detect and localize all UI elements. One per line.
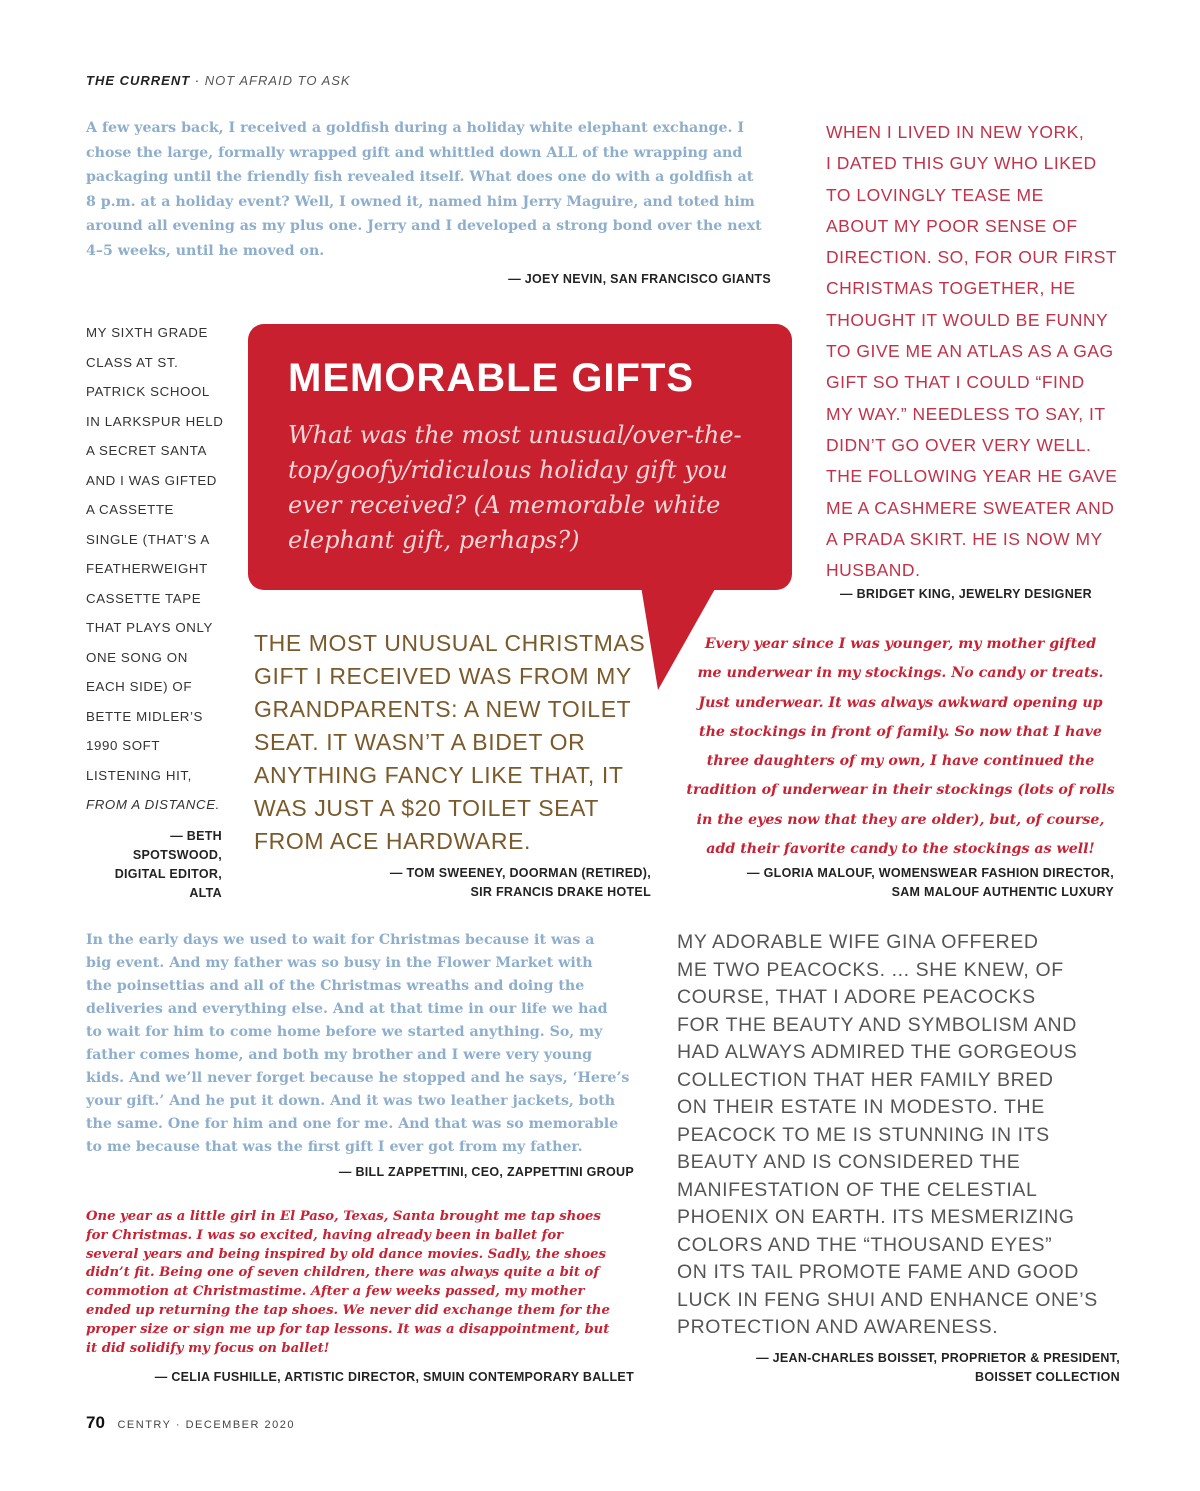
answer-celia-text: One year as a little girl in El Paso, Texas, Santa brought me tap shoes for Christmas. I was so excited, having already been in ballet for several years and being inspired by old dance movies. Sadly, the shoes didn’t fit. Being one of seven children, there was always quite a bit of commotion at Christmastime. After a few weeks passed, my mother ended up returning the tap shoes. We never did exchange them for the proper size or sign me up for tap lessons. It was a disappointment, but it did solidify my focus on ballet! — [86, 1209, 610, 1356]
page-number: 70 — [86, 1413, 105, 1432]
footer-separator: · — [175, 1419, 182, 1431]
answer-beth-text — [86, 318, 236, 820]
answer-gloria-text: Every year since I was younger, my mother gifted me underwear in my stockings. No candy or treats. Just underwear. It was always awkward opening up the stockings in front of family. So now that I have three daughters of my own, I have continued the tradition of underwear in their stockings (lots of rolls in the eyes now that they are older), but, of course, add their favorite candy to the stockings as well! — [686, 636, 1115, 858]
answer-tom-text: THE MOST UNUSUAL CHRISTMAS GIFT I RECEIVED WAS FROM MY GRANDPARENTS: A NEW TOILET SEAT. IT WASN’T A BIDET OR ANYTHING FANCY LIKE THAT, IT WAS JUST A $20 TOILET SEAT FROM ACE HARDWARE. — [254, 630, 646, 854]
answer-bill-attribution: — BILL ZAPPETTINI, CEO, ZAPPETTINI GROUP — [338, 1165, 634, 1179]
section-name: THE CURRENT — [86, 73, 191, 88]
answer-tom-attribution: — TOM SWEENEY, DOORMAN (RETIRED), SIR FRANCIS DRAKE HOTEL — [389, 866, 651, 899]
subsection-name: NOT AFRAID TO ASK — [204, 73, 351, 88]
answer-beth-attribution: — BETH SPOTSWOOD, DIGITAL EDITOR, ALTA — [114, 829, 222, 900]
header-separator: · — [194, 73, 201, 88]
answer-beth-body: MY SIXTH GRADE CLASS AT ST. PATRICK SCHOOL IN LARKSPUR HELD A SECRET SANTA AND I WAS GIFTED A CASSETTE SINGLE (THAT’S A FEATHERWEIGHT CASSETTE TAPE THAT PLAYS ONLY ONE SONG ON EACH SIDE) OF BETTE MIDLER’S 1990 SOFT LISTENING HIT, — [86, 325, 224, 783]
section-header — [86, 73, 351, 88]
publication-name: CENTRY — [117, 1419, 172, 1431]
answer-gloria-attribution: — GLORIA MALOUF, WOMENSWEAR FASHION DIRECTOR, SAM MALOUF AUTHENTIC LUXURY — [747, 866, 1114, 899]
answer-jean-charles-attribution: — JEAN-CHARLES BOISSET, PROPRIETOR & PRESIDENT, BOISSET COLLECTION — [756, 1351, 1120, 1384]
answer-celia-attribution: — CELIA FUSHILLE, ARTISTIC DIRECTOR, SMUIN CONTEMPORARY BALLET — [154, 1370, 634, 1384]
answer-bill-text: In the early days we used to wait for Christmas because it was a big event. And my father was so busy in the Flower Market with the poinsettias and all of the Christmas wreaths and doing the deliveries and everything else. And at that time in our life we had to wait for him to come home before we started anything. So, my father comes home, and both my brother and I were very young kids. And we’ll never forget because he stopped and he says, ‘Here’s your gift.’ And he put it down. And it was two leather jackets, both the same. One for him and one for me. And that was so memorable to me because that was the first gift I ever got from my father. — [86, 932, 630, 1155]
answer-jean-charles-text: MY ADORABLE WIFE GINA OFFERED ME TWO PEACOCKS. ... SHE KNEW, OF COURSE, THAT I ADORE PEACOCKS FOR THE BEAUTY AND SYMBOLISM AND HAD ALWAYS ADMIRED THE GORGEOUS COLLECTION THAT HER FAMILY BRED ON THEIR ESTATE IN MODESTO. THE PEACOCK TO ME IS STUNNING IN ITS BEAUTY AND IS CONSIDERED THE MANIFESTATION OF THE CELESTIAL PHOENIX ON EARTH. ITS MESMERIZING COLORS AND THE “THOUSAND EYES” ON ITS TAIL PROMOTE FAME AND GOOD LUCK IN FENG SHUI AND ENHANCE ONE’S PROTECTION AND AWARENESS. — [677, 931, 1098, 1338]
page-footer — [86, 1413, 295, 1433]
feature-question: What was the most unusual/over-the- top/goofy/ridiculous holiday gift you ever received? (A memorable white elephant gift, perhaps?) — [288, 421, 742, 554]
answer-bridget-attribution: — BRIDGET KING, JEWELRY DESIGNER — [840, 587, 1092, 601]
issue-date: DECEMBER 2020 — [185, 1419, 295, 1431]
answer-bridget-text: WHEN I LIVED IN NEW YORK, I DATED THIS GUY WHO LIKED TO LOVINGLY TEASE ME ABOUT MY POOR SENSE OF DIRECTION. SO, FOR OUR FIRST CHRISTMAS TOGETHER, HE THOUGHT IT WOULD BE FUNNY TO GIVE ME AN ATLAS AS A GAG GIFT SO THAT I COULD “FIND MY WAY.” NEEDLESS TO SAY, IT DIDN’T GO OVER VERY WELL. THE FOLLOWING YEAR HE GAVE ME A CASHMERE SWEATER AND A PRADA SKIRT. HE IS NOW MY HUSBAND. — [826, 122, 1118, 581]
answer-joey-text: A few years back, I received a goldfish during a holiday white elephant exchange. I chose the large, formally wrapped gift and whittled down ALL of the wrapping and packaging until the friendly fish revealed itself. What does one do with a goldfish at 8 p.m. at a holiday event? Well, I owned it, named him Jerry Maguire, and toted him around all evening as my plus one. Jerry and I developed a strong bond over the next 4–5 weeks, until he moved on. — [86, 120, 762, 259]
feature-title: MEMORABLE GIFTS — [288, 356, 695, 400]
answer-joey-attribution: — JOEY NEVIN, SAN FRANCISCO GIANTS — [508, 272, 771, 286]
answer-beth-song-title: FROM A DISTANCE. — [86, 797, 220, 812]
